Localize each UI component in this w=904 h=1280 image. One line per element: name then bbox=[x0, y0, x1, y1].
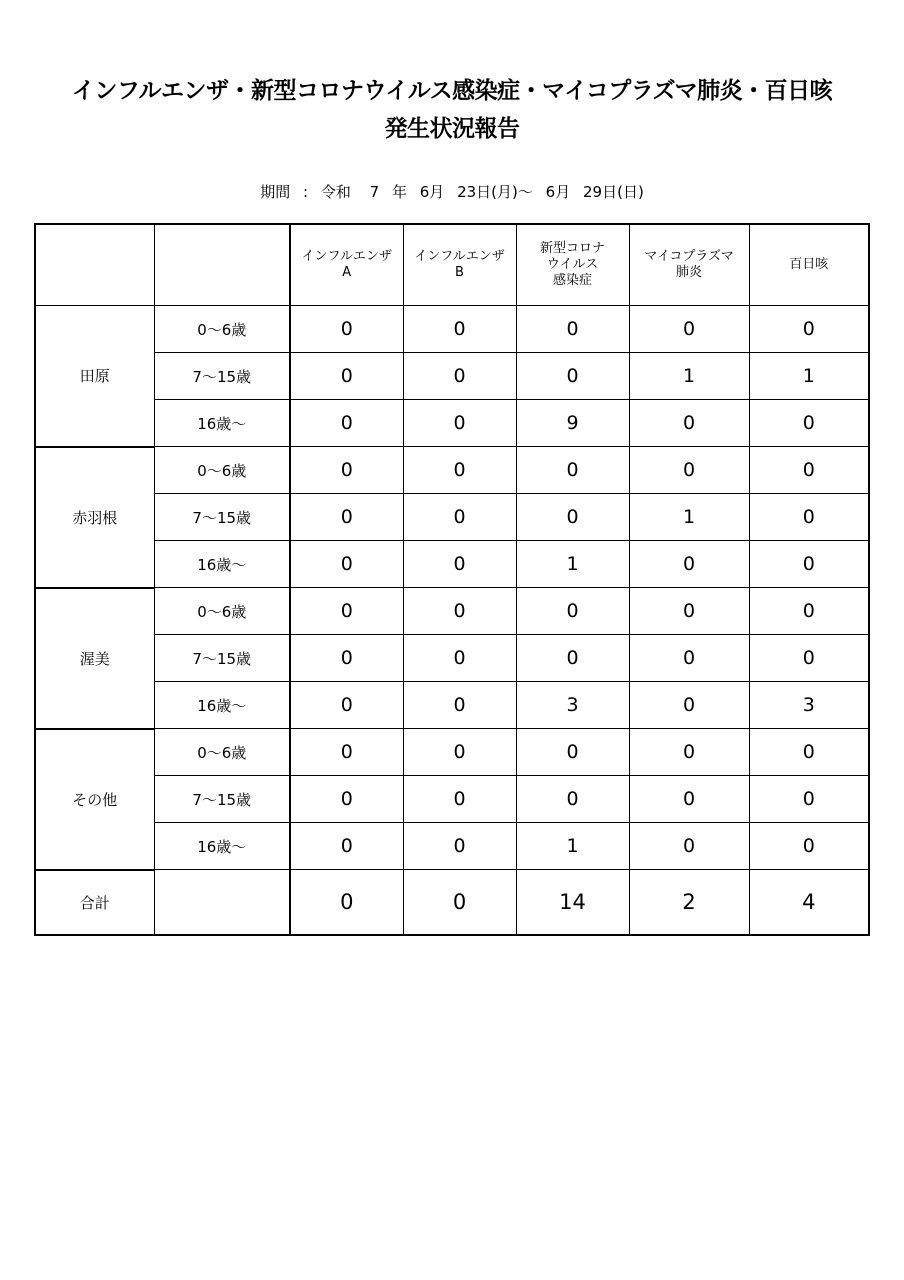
header-influenza-a bbox=[290, 224, 403, 306]
header-influenza-b bbox=[403, 224, 516, 306]
table-row bbox=[35, 588, 869, 635]
header-covid-line-3: 感染症 bbox=[552, 273, 592, 288]
count-cell: 0 bbox=[290, 823, 403, 870]
count-cell: 0 bbox=[629, 588, 749, 635]
region-name-atsumi: 渥美 bbox=[35, 588, 154, 729]
period-year-number: 7 bbox=[369, 183, 380, 201]
header-covid-line-2: ウイルス bbox=[546, 257, 599, 272]
total-age-blank bbox=[154, 870, 290, 935]
report-title bbox=[0, 72, 904, 148]
total-count-cell: 4 bbox=[749, 870, 869, 935]
count-cell: 0 bbox=[749, 400, 869, 447]
header-influenza-b-line-1: インフルエンザ bbox=[414, 249, 505, 264]
count-cell: 0 bbox=[629, 776, 749, 823]
count-cell: 1 bbox=[629, 494, 749, 541]
count-cell: 0 bbox=[629, 823, 749, 870]
count-cell: 0 bbox=[290, 353, 403, 400]
header-mycoplasma bbox=[629, 224, 749, 306]
table-header-row bbox=[35, 224, 869, 306]
count-cell: 0 bbox=[290, 400, 403, 447]
count-cell: 0 bbox=[403, 447, 516, 494]
count-cell: 0 bbox=[403, 400, 516, 447]
count-cell: 0 bbox=[749, 541, 869, 588]
region-name-akabane: 赤羽根 bbox=[35, 447, 154, 588]
count-cell: 0 bbox=[749, 823, 869, 870]
count-cell: 0 bbox=[629, 635, 749, 682]
count-cell: 3 bbox=[516, 682, 629, 729]
count-cell: 1 bbox=[516, 541, 629, 588]
header-influenza-a-line-2: A bbox=[342, 265, 352, 280]
table-row bbox=[35, 494, 869, 541]
header-influenza-b-line-2: B bbox=[455, 265, 464, 280]
count-cell: 0 bbox=[290, 776, 403, 823]
report-table bbox=[34, 223, 870, 936]
period-end-day: 29日(日) bbox=[583, 183, 644, 201]
period-year-unit: 年 bbox=[391, 183, 407, 201]
count-cell: 0 bbox=[290, 635, 403, 682]
count-cell: 0 bbox=[749, 306, 869, 353]
count-cell: 0 bbox=[629, 729, 749, 776]
header-region-blank bbox=[35, 224, 154, 306]
period-label: 期間 bbox=[260, 183, 291, 201]
count-cell: 0 bbox=[629, 682, 749, 729]
table-row bbox=[35, 353, 869, 400]
region-name-tahara: 田原 bbox=[35, 306, 154, 447]
table-row bbox=[35, 776, 869, 823]
count-cell: 0 bbox=[403, 541, 516, 588]
age-group-cell: 0～6歳 bbox=[154, 588, 290, 635]
table-row bbox=[35, 400, 869, 447]
period-separator: : bbox=[303, 183, 309, 201]
age-group-cell: 7～15歳 bbox=[154, 776, 290, 823]
period-end-month: 6月 bbox=[545, 183, 571, 201]
report-period bbox=[0, 181, 904, 203]
period-era: 令和 bbox=[320, 183, 351, 201]
count-cell: 0 bbox=[403, 588, 516, 635]
count-cell: 0 bbox=[290, 447, 403, 494]
count-cell: 0 bbox=[629, 541, 749, 588]
count-cell: 0 bbox=[403, 635, 516, 682]
count-cell: 0 bbox=[290, 729, 403, 776]
count-cell: 0 bbox=[749, 776, 869, 823]
age-group-cell: 16歳～ bbox=[154, 400, 290, 447]
header-pertussis bbox=[749, 224, 869, 306]
table-row bbox=[35, 306, 869, 353]
table-row bbox=[35, 635, 869, 682]
table-row bbox=[35, 447, 869, 494]
report-title-line-1: インフルエンザ・新型コロナウイルス感染症・マイコプラズマ肺炎・百日咳 bbox=[71, 78, 833, 104]
header-mycoplasma-line-2: 肺炎 bbox=[675, 265, 702, 280]
count-cell: 0 bbox=[749, 494, 869, 541]
count-cell: 0 bbox=[403, 353, 516, 400]
count-cell: 0 bbox=[516, 729, 629, 776]
count-cell: 0 bbox=[516, 588, 629, 635]
count-cell: 0 bbox=[290, 306, 403, 353]
total-count-cell: 0 bbox=[403, 870, 516, 935]
count-cell: 0 bbox=[516, 353, 629, 400]
count-cell: 0 bbox=[516, 306, 629, 353]
total-count-cell: 2 bbox=[629, 870, 749, 935]
header-mycoplasma-line-1: マイコプラズマ bbox=[644, 249, 734, 264]
count-cell: 0 bbox=[629, 400, 749, 447]
count-cell: 0 bbox=[290, 541, 403, 588]
header-pertussis-line-1: 百日咳 bbox=[789, 257, 829, 272]
count-cell: 0 bbox=[516, 447, 629, 494]
count-cell: 0 bbox=[403, 776, 516, 823]
count-cell: 9 bbox=[516, 400, 629, 447]
total-label: 合計 bbox=[35, 870, 154, 935]
count-cell: 0 bbox=[403, 823, 516, 870]
total-count-cell: 14 bbox=[516, 870, 629, 935]
count-cell: 0 bbox=[749, 729, 869, 776]
header-influenza-a-line-1: インフルエンザ bbox=[301, 249, 392, 264]
count-cell: 0 bbox=[290, 494, 403, 541]
count-cell: 0 bbox=[629, 447, 749, 494]
age-group-cell: 16歳～ bbox=[154, 541, 290, 588]
count-cell: 1 bbox=[629, 353, 749, 400]
region-name-other: その他 bbox=[35, 729, 154, 870]
count-cell: 0 bbox=[403, 682, 516, 729]
count-cell: 0 bbox=[403, 306, 516, 353]
age-group-cell: 0～6歳 bbox=[154, 447, 290, 494]
count-cell: 1 bbox=[516, 823, 629, 870]
table-row bbox=[35, 541, 869, 588]
age-group-cell: 16歳～ bbox=[154, 682, 290, 729]
count-cell: 0 bbox=[516, 776, 629, 823]
age-group-cell: 7～15歳 bbox=[154, 353, 290, 400]
count-cell: 1 bbox=[749, 353, 869, 400]
period-start-month: 6月 bbox=[419, 183, 445, 201]
header-covid bbox=[516, 224, 629, 306]
header-covid-line-1: 新型コロナ bbox=[539, 241, 605, 256]
count-cell: 0 bbox=[749, 635, 869, 682]
count-cell: 0 bbox=[290, 682, 403, 729]
age-group-cell: 0～6歳 bbox=[154, 729, 290, 776]
report-title-line-2: 発生状況報告 bbox=[384, 116, 520, 142]
header-age-blank bbox=[154, 224, 290, 306]
count-cell: 0 bbox=[749, 447, 869, 494]
count-cell: 0 bbox=[290, 588, 403, 635]
age-group-cell: 7～15歳 bbox=[154, 494, 290, 541]
count-cell: 0 bbox=[629, 306, 749, 353]
total-count-cell: 0 bbox=[290, 870, 403, 935]
table-row bbox=[35, 682, 869, 729]
total-row bbox=[35, 870, 869, 935]
period-start-day: 23日(月)～ bbox=[457, 183, 533, 201]
count-cell: 0 bbox=[516, 494, 629, 541]
table-row bbox=[35, 729, 869, 776]
age-group-cell: 0～6歳 bbox=[154, 306, 290, 353]
count-cell: 0 bbox=[516, 635, 629, 682]
count-cell: 0 bbox=[403, 494, 516, 541]
count-cell: 3 bbox=[749, 682, 869, 729]
age-group-cell: 7～15歳 bbox=[154, 635, 290, 682]
age-group-cell: 16歳～ bbox=[154, 823, 290, 870]
count-cell: 0 bbox=[749, 588, 869, 635]
table-row bbox=[35, 823, 869, 870]
count-cell: 0 bbox=[403, 729, 516, 776]
